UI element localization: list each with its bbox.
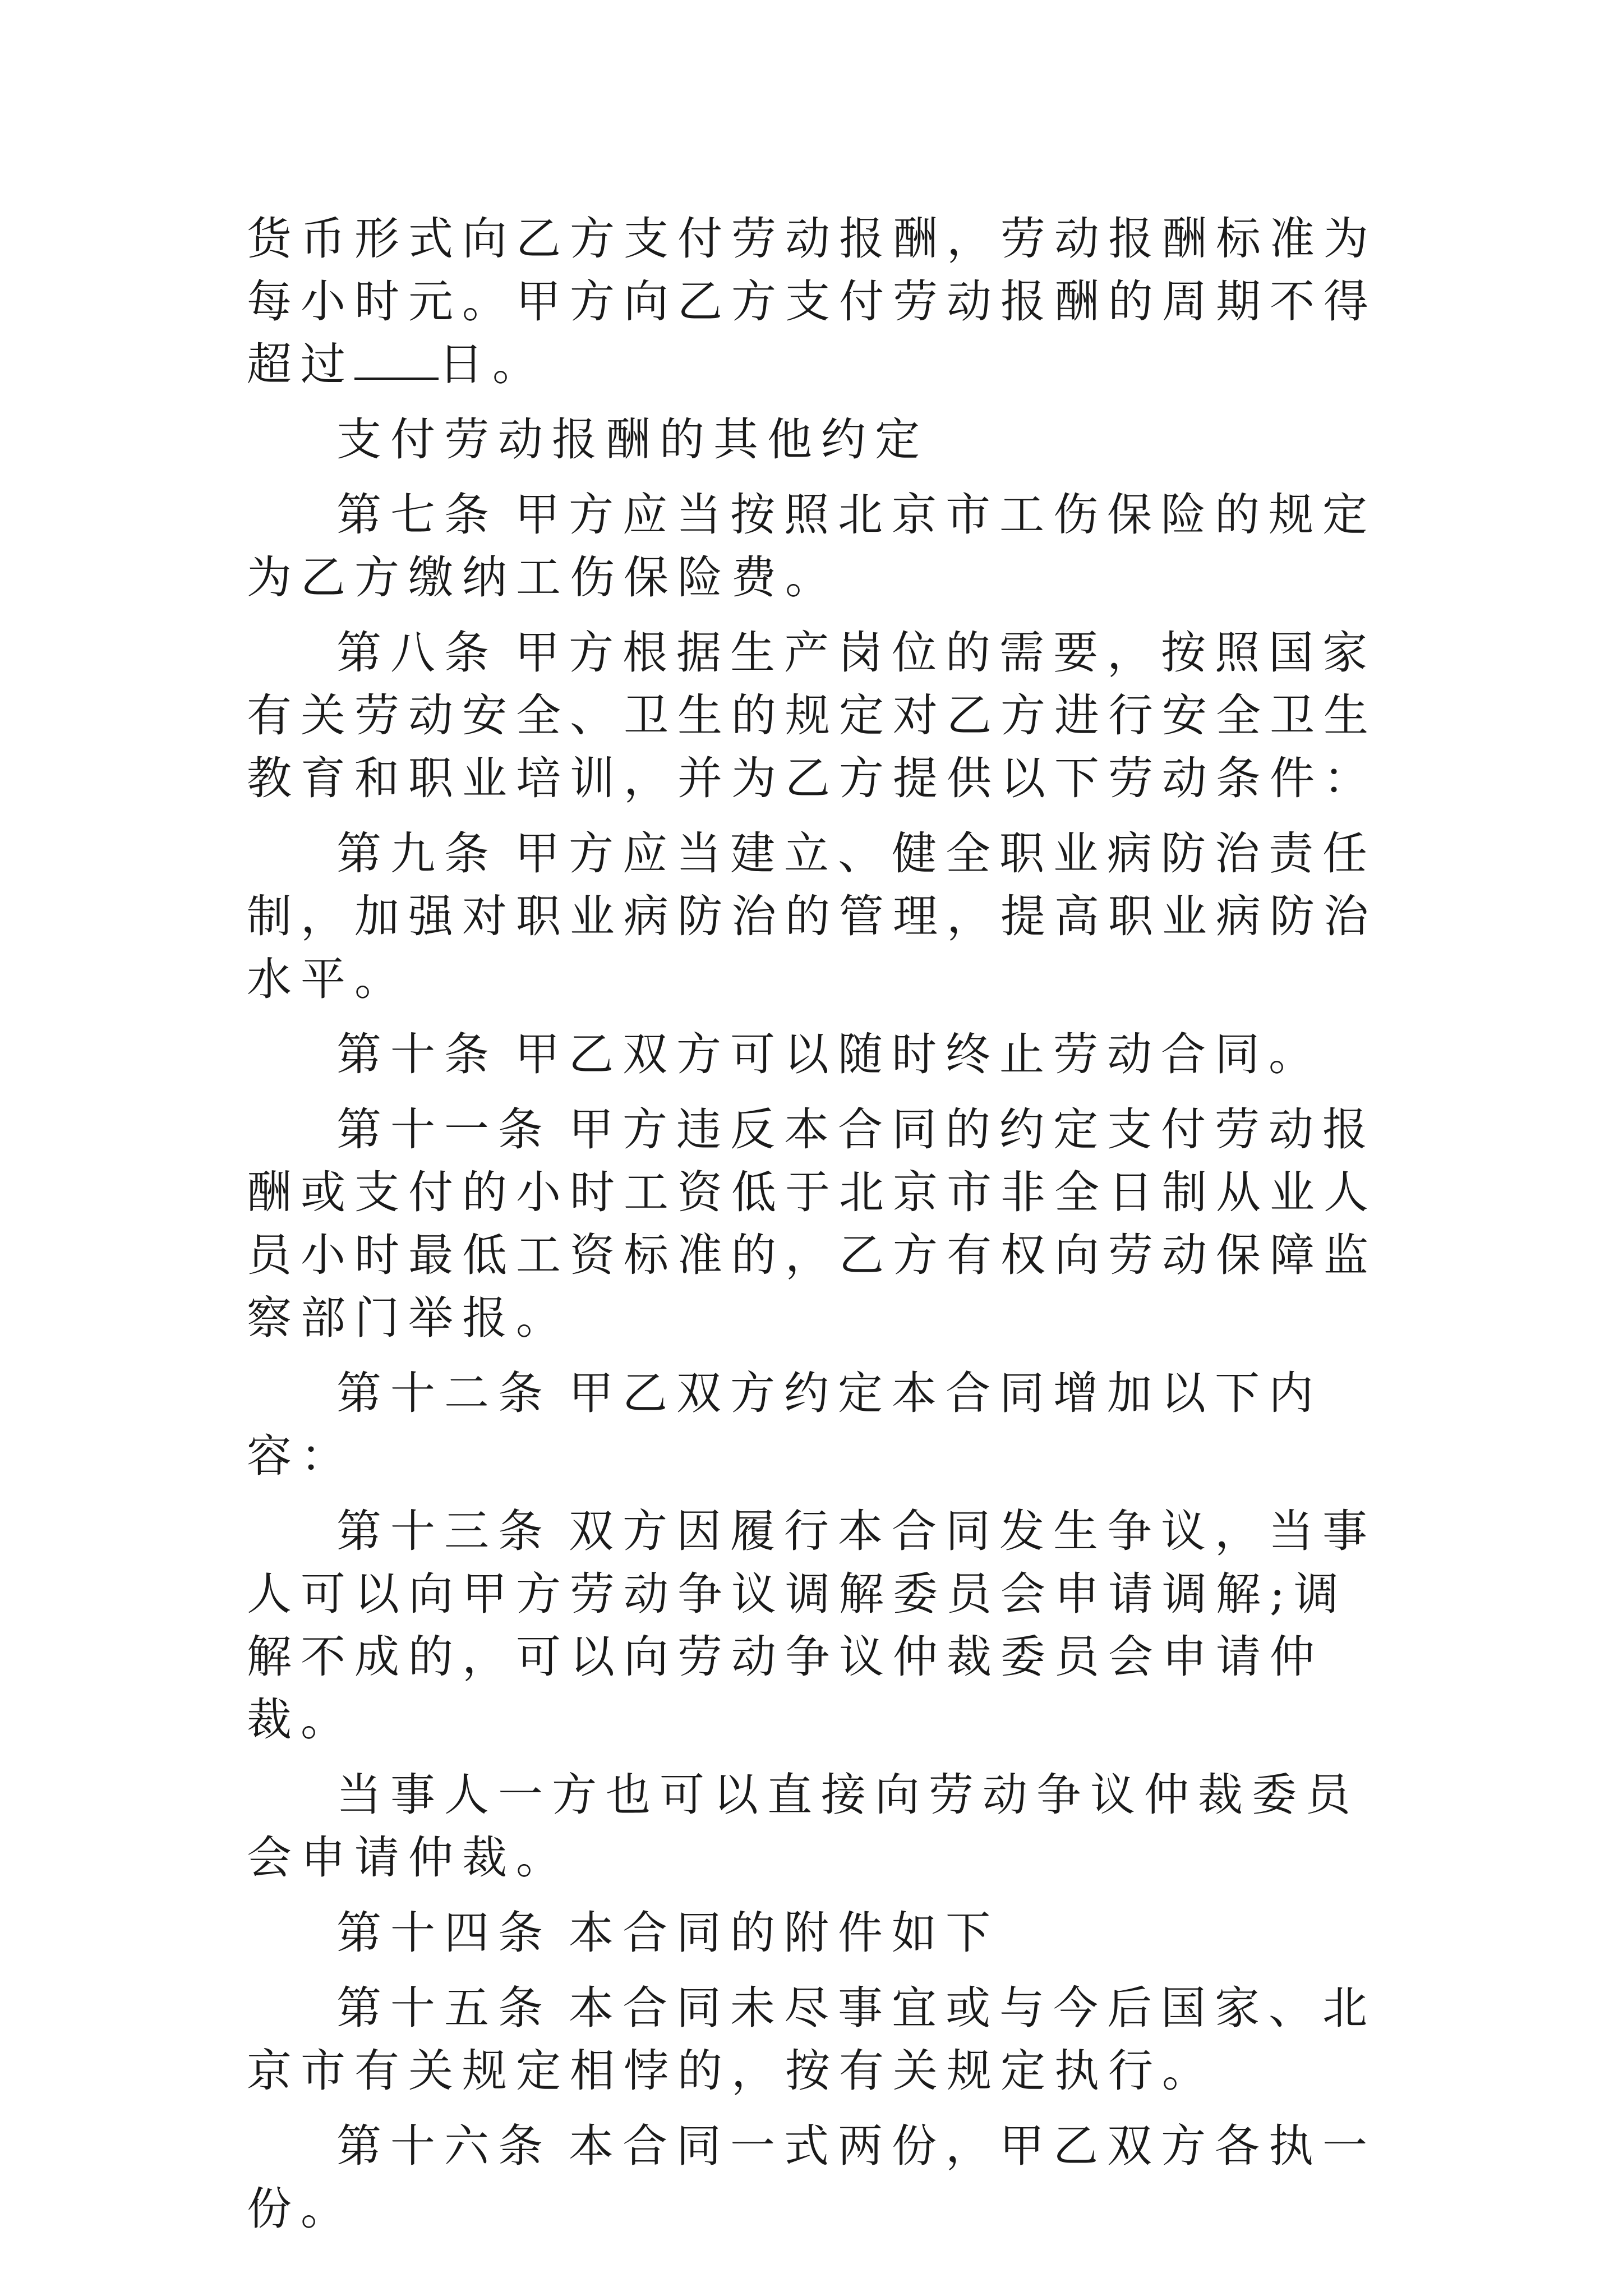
article-number: 第九条 — [336, 827, 498, 880]
article-16 — [247, 2115, 1396, 2240]
article-number: 第十三条 — [336, 1505, 552, 1557]
paragraph-text: 当事人一方也可以直接向劳动争议仲裁委员会申请仲裁。 — [247, 1769, 1359, 1884]
article-text: 甲方违反本合同的约定支付劳动报酬或支付的小时工资低于北京市非全日制从业人员小时最低工资标准的，乙方有权向劳动保障监察部门举报。 — [247, 1103, 1377, 1344]
article-text: 双方因履行本合同发生争议，当事人可以向甲方劳动争议调解委员会申请调解;调解不成的，可以向劳动争议仲裁委员会申请仲裁。 — [247, 1505, 1376, 1746]
article-13 — [247, 1500, 1396, 1751]
paragraph-other-agreement — [247, 408, 1396, 471]
paragraph-text: 支付劳动报酬的其他约定 — [336, 413, 929, 466]
article-9 — [247, 822, 1396, 1011]
article-number: 第十六条 — [336, 2120, 552, 2172]
paragraph-wage-payment — [247, 208, 1396, 396]
paragraph-text: 货币形式向乙方支付劳动报酬，劳动报酬标准为每小时元。甲方向乙方支付劳动报酬的周期不得超过 — [247, 213, 1377, 390]
article-number: 第八条 — [336, 627, 498, 679]
article-text: 本合同一式两份，甲乙双方各执一份。 — [247, 2120, 1376, 2235]
article-number: 第十一条 — [336, 1103, 552, 1156]
article-number: 第十五条 — [336, 1982, 552, 2034]
article-14 — [247, 1902, 1396, 1964]
article-8 — [247, 622, 1396, 810]
article-number: 第十条 — [336, 1028, 498, 1080]
article-number: 第七条 — [336, 489, 498, 541]
document-body — [247, 208, 1396, 2253]
article-text: 甲方应当按照北京市工伤保险的规定为乙方缴纳工伤保险费。 — [247, 489, 1376, 604]
paragraph-text-tail: 日。 — [439, 338, 546, 390]
article-15 — [247, 1977, 1396, 2102]
article-text: 本合同未尽事宜或与今后国家、北京市有关规定相悖的，按有关规定执行。 — [247, 1982, 1376, 2097]
fill-in-blank — [354, 338, 439, 380]
article-text: 甲乙双方可以随时终止劳动合同。 — [515, 1028, 1322, 1080]
article-12 — [247, 1362, 1396, 1488]
article-number: 第十二条 — [336, 1367, 552, 1419]
article-text: 甲乙双方约定本合同增加以下内容： — [247, 1367, 1322, 1482]
article-number: 第十四条 — [336, 1907, 552, 1959]
article-text: 本合同的附件如下 — [569, 1907, 999, 1959]
article-text: 甲方根据生产岗位的需要，按照国家有关劳动安全、卫生的规定对乙方进行安全卫生教育和职业培训，并为乙方提供以下劳动条件： — [247, 627, 1377, 804]
article-10 — [247, 1023, 1396, 1086]
paragraph-direct-arbitration — [247, 1764, 1396, 1889]
article-11 — [247, 1098, 1396, 1350]
article-7 — [247, 484, 1396, 609]
article-text: 甲方应当建立、健全职业病防治责任制，加强对职业病防治的管理，提高职业病防治水平。 — [247, 827, 1377, 1005]
